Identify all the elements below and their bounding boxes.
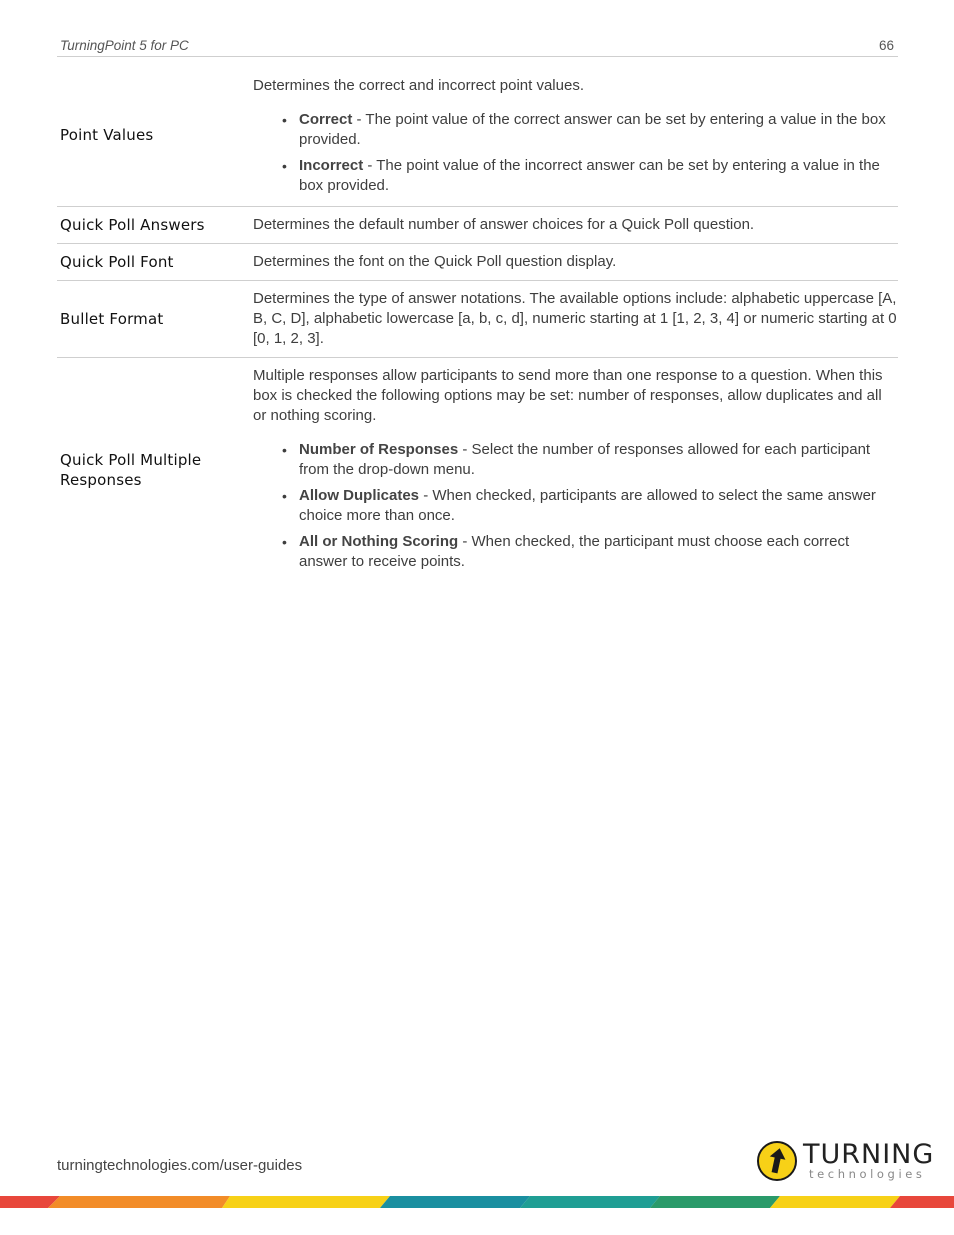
setting-description (253, 244, 898, 281)
footer-link[interactable]: turningtechnologies.com/user-guides (57, 1157, 303, 1174)
footer-color-bar (0, 1196, 954, 1208)
bullet-term: Correct (299, 111, 353, 128)
description-text: Determines the default number of answer choices for a Quick Poll question. (253, 216, 755, 233)
setting-name: Point Values (60, 126, 154, 144)
description-text: Determines the correct and incorrect point values. (253, 77, 584, 94)
setting-description (253, 207, 898, 244)
bullet-icon: • (282, 442, 287, 458)
bullet-text: - Select the number of responses allowed for each participant from the drop-down menu. (299, 441, 871, 478)
bullet-list (253, 110, 898, 196)
setting-description (253, 64, 898, 207)
bullet-icon: • (282, 534, 287, 550)
document-title: TurningPoint 5 for PC (60, 38, 189, 53)
table-row (57, 281, 898, 358)
bullet-icon: • (282, 488, 287, 504)
bullet-icon: • (282, 112, 287, 128)
setting-name: Quick Poll Answers (60, 216, 205, 234)
list-item (282, 156, 898, 196)
description-text: Multiple responses allow participants to send more than one response to a question. When this box is checked the following options may be set: number of responses, allow duplicates and all or nothing scoring. (253, 367, 883, 424)
setting-name: Quick Poll Multiple Responses (60, 451, 202, 489)
bullet-text: - When checked, the participant must choose each correct answer to receive points. (299, 533, 850, 570)
description-text: Determines the type of answer notations. The available options include: alphabetic uppercase [A, B, C, D], alphabetic lowercase [a, b, c, d], numeric starting at 1 [1, 2, 3, 4] or numeric starting at 0 [0, 1, 2, 3]. (253, 290, 897, 347)
logo-subtitle: technologies (809, 1167, 926, 1181)
page-header (57, 36, 898, 57)
list-item (282, 486, 898, 526)
settings-table (57, 64, 898, 582)
setting-name: Quick Poll Font (60, 253, 174, 271)
logo-arrow-icon (757, 1141, 797, 1181)
bullet-term: Incorrect (299, 157, 364, 174)
description-text: Determines the font on the Quick Poll question display. (253, 253, 617, 270)
bullet-term: Number of Responses (299, 441, 459, 458)
table-row (57, 244, 898, 281)
list-item (282, 110, 898, 150)
setting-description (253, 358, 898, 583)
bullet-term: All or Nothing Scoring (299, 533, 459, 550)
table-row (57, 358, 898, 583)
table-row (57, 64, 898, 207)
list-item (282, 532, 898, 572)
page-number: 66 (878, 38, 894, 53)
bullet-icon: • (282, 158, 287, 174)
table-row (57, 207, 898, 244)
bullet-text: - The point value of the correct answer can be set by entering a value in the box provided. (299, 111, 886, 148)
logo-wordmark: TURNING (803, 1139, 935, 1170)
list-item (282, 440, 898, 480)
setting-description (253, 281, 898, 358)
bullet-text: - The point value of the incorrect answer can be set by entering a value in the box provided. (299, 157, 880, 194)
bullet-list (253, 440, 898, 572)
turning-technologies-logo (757, 1139, 935, 1188)
bullet-term: Allow Duplicates (299, 487, 420, 504)
setting-name: Bullet Format (60, 310, 164, 328)
bullet-text: - When checked, participants are allowed to select the same answer choice more than once. (299, 487, 876, 524)
